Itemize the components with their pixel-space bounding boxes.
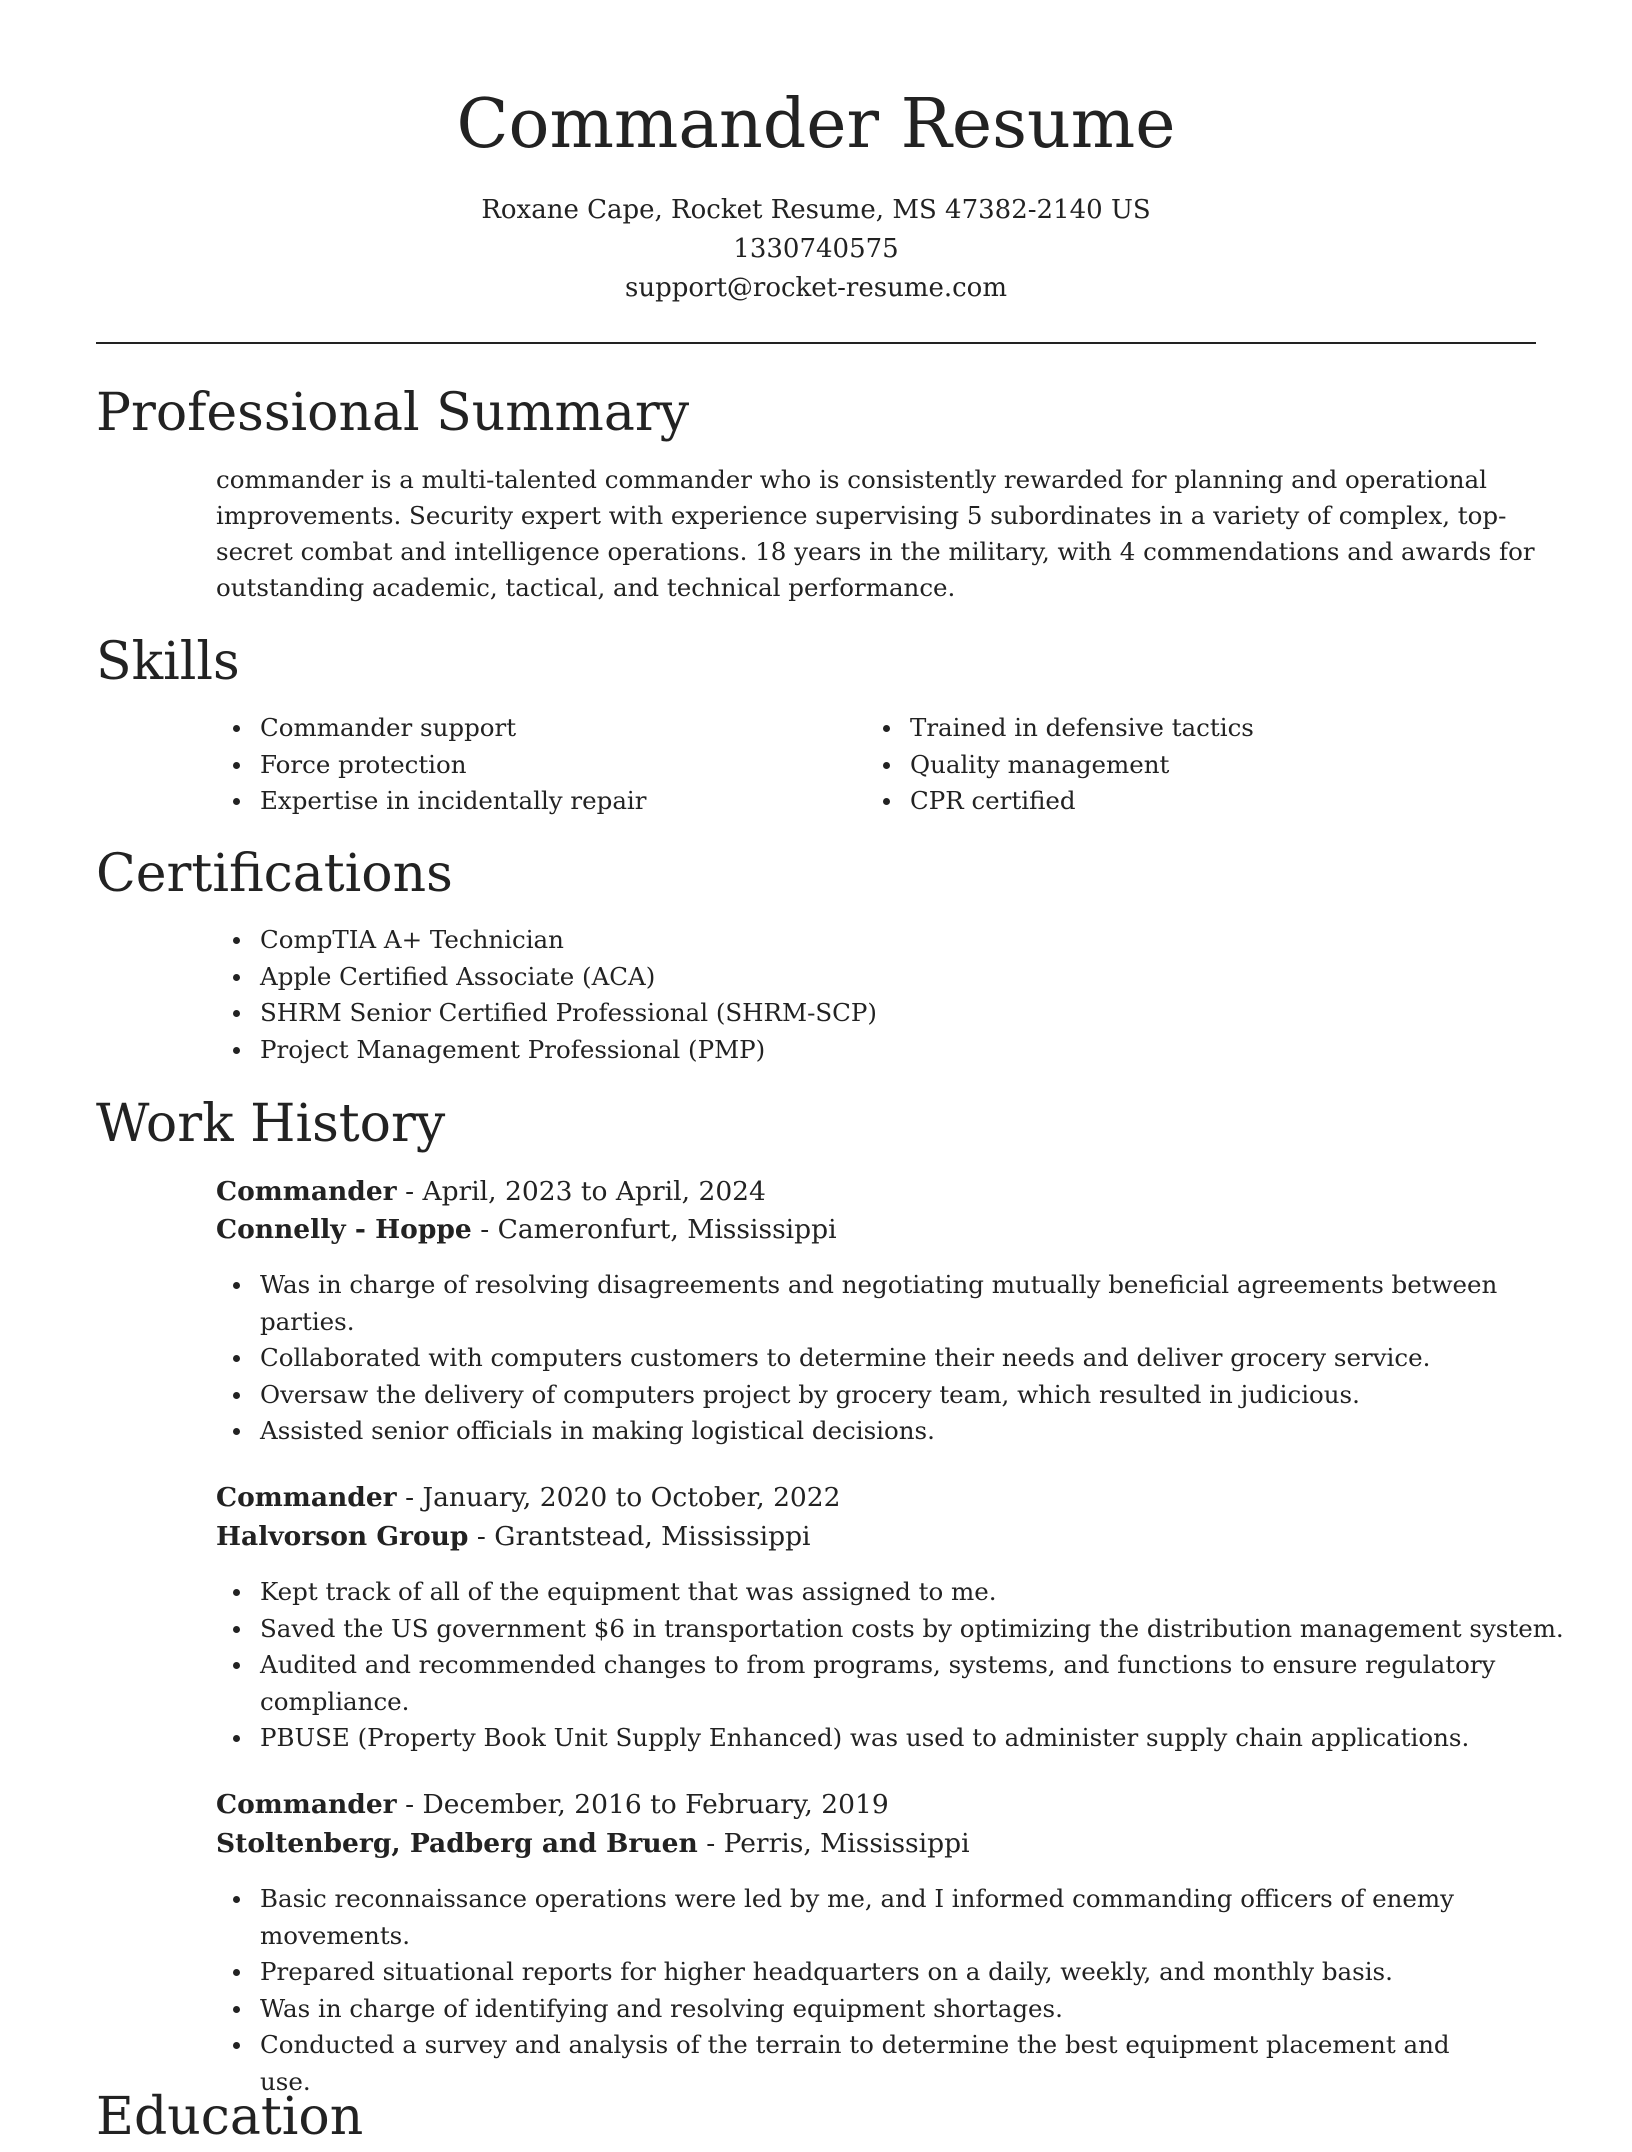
list-item: Assisted senior officials in making logistical decisions. xyxy=(216,1413,1506,1450)
skills-list-left xyxy=(216,710,816,820)
job-dates: - January, 2020 to October, 2022 xyxy=(396,1482,841,1513)
list-item: Was in charge of identifying and resolving equipment shortages. xyxy=(216,1991,1506,2028)
list-item: Project Management Professional (PMP) xyxy=(216,1032,1516,1069)
list-item: CPR certified xyxy=(866,783,1466,820)
resume-title: Commander Resume xyxy=(456,85,1176,164)
job-role: Commander xyxy=(216,1482,397,1513)
summary-text: commander is a multi-talented commander who is consistently rewarded for planning and operational improvements. Security expert with experience supervising 5 subordinates in a variety of complex, top-secret combat and intelligence operations. 18 years in the military, with 4 commendations and awards for outstanding academic, tactical, and technical performance. xyxy=(216,465,1535,602)
job-dates: - April, 2023 to April, 2024 xyxy=(396,1176,766,1207)
section-heading-summary: Professional Summary xyxy=(96,383,690,443)
job-title-line xyxy=(216,1479,841,1517)
contact-email: support@rocket-resume.com xyxy=(624,273,1007,303)
list-item: Collaborated with computers customers to determine their needs and deliver grocery service. xyxy=(216,1340,1506,1377)
job-location: - Perris, Mississippi xyxy=(697,1828,970,1859)
list-item: Basic reconnaissance operations were led by me, and I informed commanding officers of enemy movements. xyxy=(216,1881,1506,1954)
list-item: Apple Certified Associate (ACA) xyxy=(216,959,1516,996)
job-company: Connelly - Hoppe xyxy=(216,1214,472,1245)
job-role: Commander xyxy=(216,1176,397,1207)
contact-phone: 1330740575 xyxy=(733,234,899,264)
job-company: Stoltenberg, Padberg and Bruen xyxy=(216,1828,698,1859)
list-item: Commander support xyxy=(216,710,816,747)
header-divider xyxy=(96,342,1536,344)
list-item: Trained in defensive tactics xyxy=(866,710,1466,747)
job-bullets xyxy=(216,1267,1506,1450)
job-role: Commander xyxy=(216,1789,397,1820)
section-heading-certifications: Certifications xyxy=(96,844,453,904)
list-item: Audited and recommended changes to from programs, systems, and functions to ensure regulatory compliance. xyxy=(216,1647,1530,1720)
list-item: Expertise in incidentally repair xyxy=(216,783,816,820)
job-bullets xyxy=(216,1574,1564,1757)
job-title-line xyxy=(216,1786,889,1824)
section-heading-education: Education xyxy=(96,2087,364,2147)
skills-list-right xyxy=(866,710,1466,820)
job-title-line xyxy=(216,1173,766,1211)
section-heading-skills: Skills xyxy=(96,632,240,692)
job-location: - Grantstead, Mississippi xyxy=(468,1521,811,1552)
list-item: Kept track of all of the equipment that was assigned to me. xyxy=(216,1574,1546,1611)
section-heading-work-history: Work History xyxy=(96,1094,446,1154)
list-item: Force protection xyxy=(216,747,816,784)
job-bullets xyxy=(216,1881,1506,2100)
job-company-line xyxy=(216,1825,970,1863)
certifications-list xyxy=(216,922,1516,1068)
list-item: SHRM Senior Certified Professional (SHRM-SCP) xyxy=(216,995,1516,1032)
job-company-line xyxy=(216,1518,811,1556)
job-location: - Cameronfurt, Mississippi xyxy=(471,1214,837,1245)
list-item: CompTIA A+ Technician xyxy=(216,922,1516,959)
list-item: Quality management xyxy=(866,747,1466,784)
contact-address: Roxane Cape, Rocket Resume, MS 47382-2140 US xyxy=(481,195,1151,225)
list-item: PBUSE (Property Book Unit Supply Enhanced) was used to administer supply chain applications. xyxy=(216,1720,1546,1757)
list-item: Prepared situational reports for higher headquarters on a daily, weekly, and monthly basis. xyxy=(216,1954,1506,1991)
job-dates: - December, 2016 to February, 2019 xyxy=(396,1789,889,1820)
list-item: Conducted a survey and analysis of the terrain to determine the best equipment placement and use. xyxy=(216,2027,1506,2100)
list-item: Was in charge of resolving disagreements and negotiating mutually beneficial agreements between parties. xyxy=(216,1267,1506,1340)
list-item: Saved the US government $6 in transportation costs by optimizing the distribution management system. xyxy=(216,1611,1546,1648)
job-company-line xyxy=(216,1211,837,1249)
job-company: Halvorson Group xyxy=(216,1521,469,1552)
list-item: Oversaw the delivery of computers project by grocery team, which resulted in judicious. xyxy=(216,1377,1506,1414)
